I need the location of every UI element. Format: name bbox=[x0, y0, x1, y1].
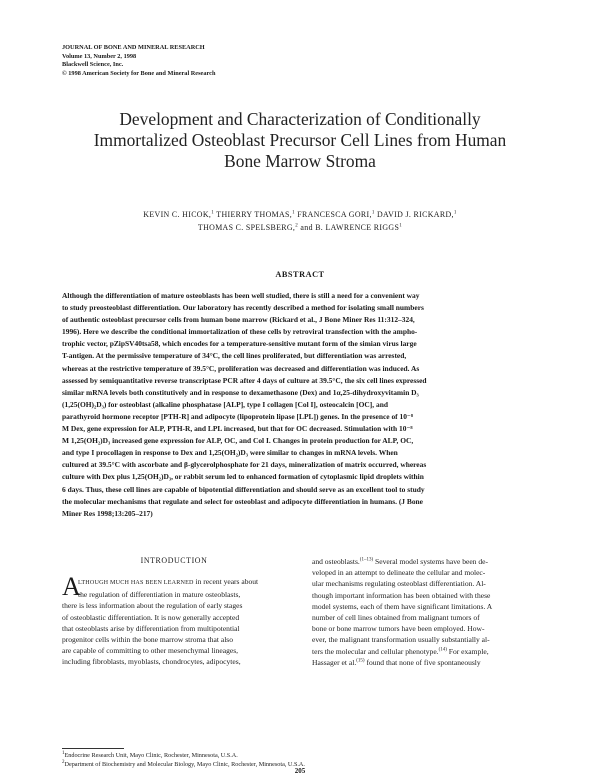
intro-line: veloped in an attempt to delineate the cellular and molec- bbox=[312, 568, 486, 578]
intro-line: model systems, each of them have significant limitations. A bbox=[312, 601, 493, 611]
intro-line: ever, the malignant transformation usually substantially al- bbox=[312, 635, 490, 645]
footnote bbox=[62, 751, 305, 760]
citation-mark: (1–13) bbox=[359, 557, 374, 563]
intro-line: the regulation of differentiation in mature osteoblasts, bbox=[78, 590, 241, 600]
author-list bbox=[60, 208, 540, 234]
abstract-line: assessed by semiquantitative reverse transcriptase PCR after 4 days of culture at 39.5°C, the six cell lines expressed bbox=[62, 375, 427, 385]
intro-line bbox=[312, 556, 540, 567]
affiliation-mark: 2 bbox=[295, 223, 299, 229]
abstract-line: Miner Res 1998;13:205–217) bbox=[62, 508, 153, 518]
affiliation-mark: 1 bbox=[292, 210, 295, 216]
abstract-line: trophic vector, pZipSV40tsa58, which encodes for a temperature-sensitive mutant form of the simian virus large bbox=[62, 339, 417, 349]
citation-mark: (15) bbox=[356, 658, 365, 664]
intro-line: ular mechanisms regulating osteoblast differentiation. Al- bbox=[312, 579, 486, 589]
abstract-line: of authentic osteoblast precursor cells from human bone marrow (Rickard et al., J Bone Miner Res 11:312–324, bbox=[62, 315, 415, 325]
abstract-line: to study preosteoblast differentiation. Our laboratory has recently described a method for isolating small numbers bbox=[62, 303, 424, 313]
intro-text: found that none of five spontaneously bbox=[364, 657, 481, 667]
journal-header bbox=[62, 44, 215, 78]
affiliation-mark: 1 bbox=[399, 223, 403, 229]
intro-text: Several model systems have been de- bbox=[373, 557, 488, 566]
intro-text: For example, bbox=[446, 646, 489, 656]
abstract-line: M 1,25(OH₂)D₃ increased gene expression for ALP, OC, and Col I. Changes in protein production for ALP, OC, bbox=[62, 436, 414, 446]
abstract-line: 1996). Here we describe the conditional immortalization of these cells by retroviral transfection with the ampho- bbox=[62, 327, 418, 337]
affiliation-mark: 1 bbox=[453, 210, 457, 216]
intro-line: including fibroblasts, myoblasts, chondrocytes, adipocytes, bbox=[62, 657, 241, 667]
intro-line: of osteoblastic differentiation. It is now generally accepted bbox=[62, 612, 240, 622]
page-number: 205 bbox=[294, 767, 306, 775]
abstract-line: 6 days. Thus, these cell lines are capable of bipotential differentiation and should serve as an excellent tool to study bbox=[62, 484, 425, 494]
affiliation-mark: 1 bbox=[211, 210, 215, 216]
drop-cap: A bbox=[62, 572, 81, 601]
intro-text: Hassager et al. bbox=[312, 657, 357, 667]
abstract-line: cultured at 39.5°C with ascorbate and β-glycerolphosphate for 21 days, mineralization of matrix occurred, whereas bbox=[62, 460, 427, 470]
introduction-left-column bbox=[62, 572, 288, 668]
footnote-text: Department of Biochemistry and Molecular Biology, Mayo Clinic, Rochester, Minnesota, U.S.A. bbox=[64, 761, 305, 768]
intro-smallcaps: LTHOUGH MUCH HAS BEEN LEARNED bbox=[78, 580, 194, 586]
intro-text: and osteoblasts. bbox=[312, 557, 360, 566]
intro-line: though important information has been obtained with these bbox=[312, 590, 491, 600]
intro-line: number of cell lines obtained from malignant tumors of bbox=[312, 613, 480, 623]
author-name: KEVIN C. HICOK, bbox=[143, 210, 212, 219]
affiliation-mark: 1 bbox=[371, 210, 375, 216]
author-name: DAVID J. RICKARD, bbox=[374, 210, 454, 219]
abstract-heading: ABSTRACT bbox=[275, 270, 325, 279]
footnote-text: Endocrine Research Unit, Mayo Clinic, Rochester, Minnesota, U.S.A. bbox=[64, 752, 238, 759]
author-line-2 bbox=[60, 221, 540, 234]
abstract-line: similar mRNA levels both constitutively and in response to dexamethasone (Dex) and 1α,25-dihydroxyvitamin D₃ bbox=[62, 387, 419, 397]
intro-text: in recent years about bbox=[193, 577, 259, 586]
footnote-mark: 2 bbox=[62, 759, 65, 765]
footnote-mark: 1 bbox=[62, 750, 65, 756]
abstract-body bbox=[62, 290, 538, 520]
title-line: Development and Characterization of Conditionally bbox=[119, 109, 481, 129]
title-line: Immortalized Osteoblast Precursor Cell Lines from Human bbox=[93, 130, 507, 150]
intro-line: that osteoblasts arise by differentiation from multipotential bbox=[62, 623, 240, 633]
author-name: THOMAS C. SPELSBERG, bbox=[197, 223, 296, 232]
citation-mark: (14) bbox=[438, 647, 447, 653]
journal-volume: Volume 13, Number 2, 1998 bbox=[62, 52, 137, 60]
author-name: FRANCESCA GORI, bbox=[294, 210, 372, 219]
intro-line: are capable of committing to other mesenchymal lineages, bbox=[62, 646, 239, 656]
author-line-1 bbox=[60, 208, 540, 221]
author-name: and B. LAWRENCE RIGGS bbox=[298, 223, 400, 232]
abstract-line: T-antigen. At the permissive temperature of 34°C, the cell lines proliferated, but differentiation was arrested, bbox=[62, 351, 407, 361]
abstract-line: parathyroid hormone receptor [PTH-R] and adipocyte (lipoprotein lipase [LPL]) genes. In the presence of 10⁻⁸ bbox=[62, 411, 414, 421]
footnote-rule bbox=[62, 748, 124, 749]
introduction-right-column bbox=[312, 556, 540, 668]
intro-line bbox=[312, 657, 540, 668]
journal-copyright: © 1998 American Society for Bone and Mineral Research bbox=[62, 69, 216, 77]
intro-line: bone or bone marrow tumors have been employed. How- bbox=[312, 624, 485, 634]
introduction-heading: INTRODUCTION bbox=[140, 556, 208, 565]
intro-line: progenitor cells within the bone marrow stroma that also bbox=[62, 635, 234, 645]
intro-line bbox=[312, 646, 540, 657]
intro-line bbox=[62, 576, 288, 589]
intro-text: ters the molecular and cellular phenotype. bbox=[312, 646, 439, 656]
author-name: THIERRY THOMAS, bbox=[214, 210, 293, 219]
abstract-line: and type I procollagen in response to Dex and 1,25(OH₂)D₃ were similar to changes in mRNA levels. When bbox=[62, 448, 398, 458]
abstract-line: (1,25(OH)₂D₃) for osteoblast (alkaline phosphatase [ALP], type I collagen [Col I], osteocalcin [OC], and bbox=[62, 399, 388, 409]
journal-name: JOURNAL OF BONE AND MINERAL RESEARCH bbox=[62, 44, 205, 51]
abstract-line: M Dex, gene expression for ALP, PTH-R, and LPL increased, but that for OC decreased. Stimulation with 10⁻⁸ bbox=[62, 424, 413, 434]
title-line: Bone Marrow Stroma bbox=[224, 151, 376, 171]
abstract-line: whereas at the restrictive temperature of 39.5°C, proliferation was decreased and differentiation was induced. As bbox=[62, 363, 420, 373]
abstract-line: culture with Dex plus 1,25(OH₂)D₃, or rabbit serum led to enhanced formation of cytoplasmic lipid droplets within bbox=[62, 472, 424, 482]
journal-publisher: Blackwell Science, Inc. bbox=[62, 61, 124, 69]
abstract-line: the molecular mechanisms that regulate and select for osteoblast and adipocyte differentiation in humans. (J Bone bbox=[62, 496, 423, 506]
abstract-line: Although the differentiation of mature osteoblasts has been well studied, there is still a need for a convenient way bbox=[62, 291, 420, 300]
intro-line: there is less information about the regulation of early stages bbox=[62, 601, 243, 611]
article-title bbox=[60, 109, 540, 172]
